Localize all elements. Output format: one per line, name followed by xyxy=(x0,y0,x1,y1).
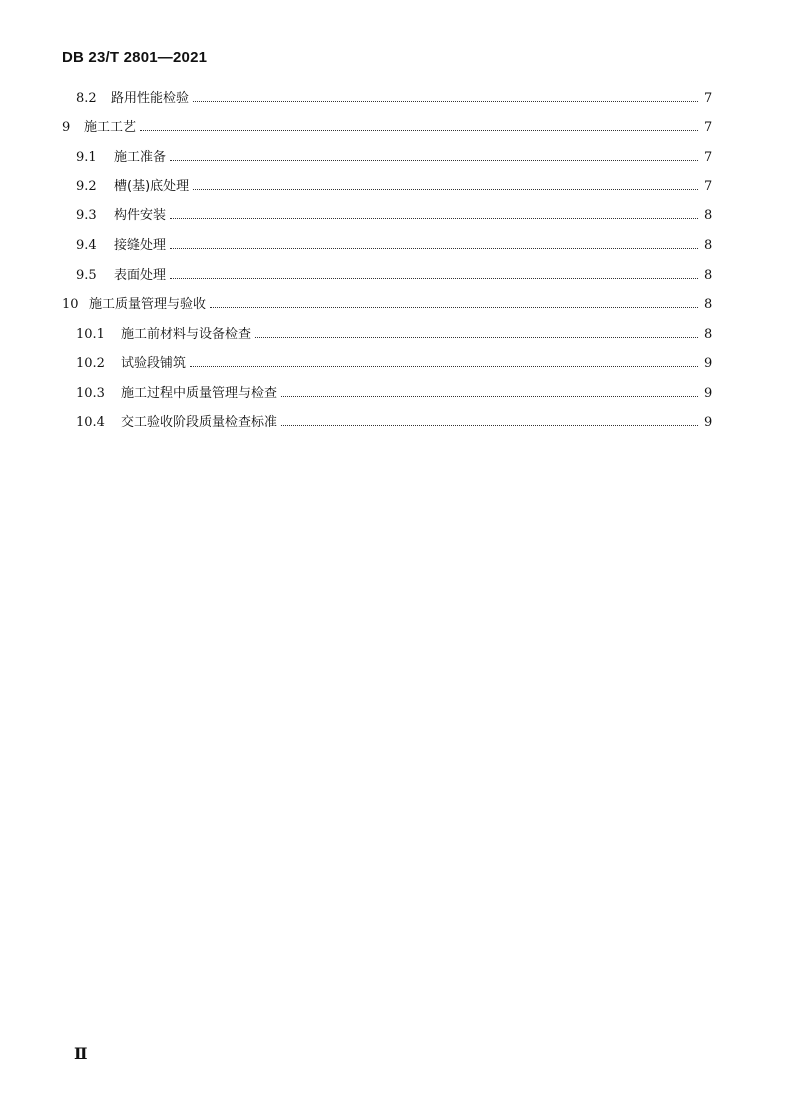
toc-entry-9-3[interactable] xyxy=(76,206,712,226)
dot-leader xyxy=(255,336,698,338)
toc-entry-number: 9.1 xyxy=(76,150,97,165)
dot-leader xyxy=(170,217,698,219)
toc-entry-title: 接缝处理 xyxy=(114,238,167,253)
dot-leader xyxy=(281,424,698,426)
toc-entry-number: 9 xyxy=(62,120,71,135)
toc-entry-9[interactable] xyxy=(62,118,712,138)
toc-entry-9-5[interactable] xyxy=(76,266,712,286)
toc-entry-10-1[interactable] xyxy=(76,325,712,345)
page-number-footer: Ⅱ xyxy=(74,1046,88,1063)
dot-leader xyxy=(281,395,698,397)
dot-leader xyxy=(193,100,698,102)
toc-entry-9-4[interactable] xyxy=(76,236,712,256)
toc-entry-page: 8 xyxy=(704,268,713,283)
toc-entry-title: 路用性能检验 xyxy=(111,91,190,106)
document-code-header: DB 23/T 2801—2021 xyxy=(62,49,208,66)
toc-entry-9-1[interactable] xyxy=(76,148,712,168)
toc-entry-title: 试验段铺筑 xyxy=(121,356,187,371)
toc-entry-10-3[interactable] xyxy=(76,384,712,404)
toc-entry-10[interactable] xyxy=(62,295,712,315)
toc-entry-page: 8 xyxy=(704,208,713,223)
toc-entry-page: 9 xyxy=(704,415,713,430)
toc-entry-title: 施工工艺 xyxy=(84,120,137,135)
dot-leader xyxy=(170,247,698,249)
toc-entry-number: 9.4 xyxy=(76,238,97,253)
toc-entry-number: 9.5 xyxy=(76,268,97,283)
toc-entry-title: 表面处理 xyxy=(114,268,167,283)
toc-entry-title: 施工准备 xyxy=(114,150,167,165)
toc-entry-title: 交工验收阶段质量检查标准 xyxy=(121,415,278,430)
toc-entry-number: 10.3 xyxy=(76,386,105,401)
toc-entry-page: 7 xyxy=(704,179,713,194)
dot-leader xyxy=(210,306,698,308)
toc-entry-page: 8 xyxy=(704,327,713,342)
toc-entry-title: 施工质量管理与验收 xyxy=(89,297,207,312)
toc-entry-page: 8 xyxy=(704,238,713,253)
toc-entry-number: 8.2 xyxy=(76,91,97,106)
dot-leader xyxy=(170,159,698,161)
toc-entry-number: 9.3 xyxy=(76,208,97,223)
toc-entry-page: 7 xyxy=(704,120,713,135)
toc-entry-page: 7 xyxy=(704,91,713,106)
dot-leader xyxy=(170,277,698,279)
toc-entry-10-2[interactable] xyxy=(76,354,712,374)
toc-entry-number: 10.1 xyxy=(76,327,105,342)
dot-leader xyxy=(190,365,698,367)
toc-entry-title: 施工过程中质量管理与检查 xyxy=(121,386,278,401)
toc-entry-page: 9 xyxy=(704,356,713,371)
toc-entry-8-2[interactable] xyxy=(76,89,712,109)
toc-entry-number: 10.4 xyxy=(76,415,105,430)
toc-entry-number: 10.2 xyxy=(76,356,105,371)
toc-entry-9-2[interactable] xyxy=(76,177,712,197)
dot-leader xyxy=(193,188,698,190)
toc-entry-page: 7 xyxy=(704,150,713,165)
toc-entry-title: 构件安装 xyxy=(114,208,167,223)
toc-entry-number: 10 xyxy=(62,297,79,312)
toc-entry-number: 9.2 xyxy=(76,179,97,194)
toc-entry-10-4[interactable] xyxy=(76,413,712,433)
toc-entry-title: 槽(基)底处理 xyxy=(114,179,190,194)
toc-entry-page: 9 xyxy=(704,386,713,401)
toc-entry-title: 施工前材料与设备检查 xyxy=(121,327,252,342)
toc-entry-page: 8 xyxy=(704,297,713,312)
dot-leader xyxy=(140,129,698,131)
